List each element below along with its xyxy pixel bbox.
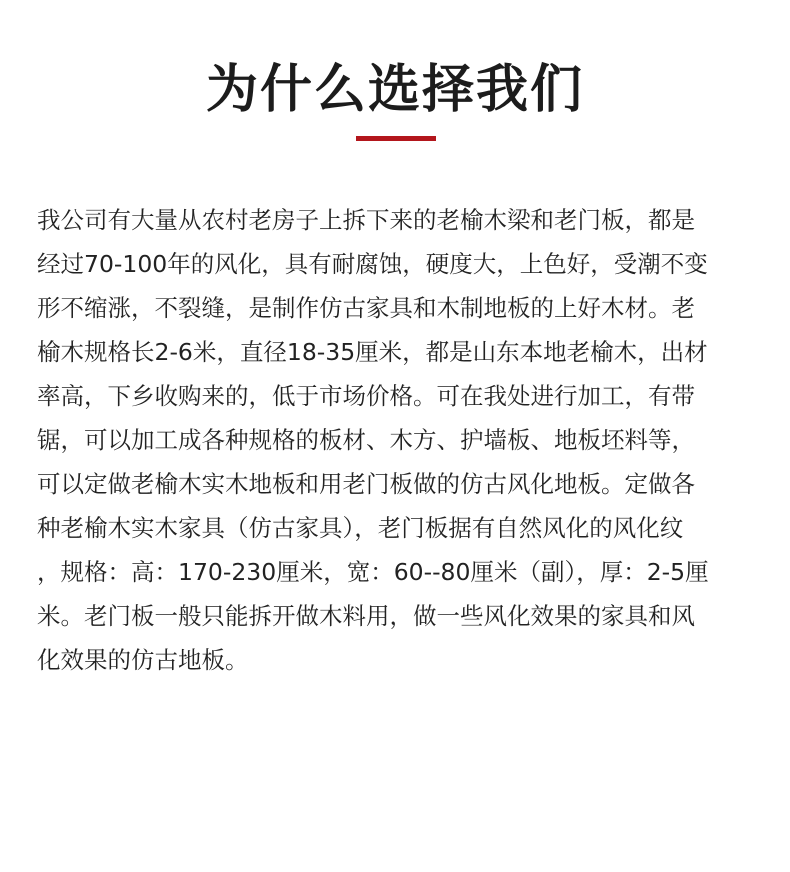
description-paragraph	[37, 198, 757, 682]
paragraph-line: 种老榆木实木家具（仿古家具），老门板据有自然风化的风化纹	[37, 514, 684, 542]
paragraph-line: 锯，可以加工成各种规格的板材、木方、护墙板、地板坯料等，	[37, 426, 695, 454]
paragraph-line: 米。老门板一般只能拆开做木料用，做一些风化效果的家具和风	[37, 602, 695, 630]
paragraph-line: 率高，下乡收购来的，低于市场价格。可在我处进行加工，有带	[37, 382, 695, 410]
paragraph-line: 可以定做老榆木实木地板和用老门板做的仿古风化地板。定做各	[37, 470, 695, 498]
paragraph-line: 形不缩涨，不裂缝，是制作仿古家具和木制地板的上好木材。老	[37, 294, 695, 322]
paragraph-line: 化效果的仿古地板。	[37, 646, 249, 674]
page-title: 为什么选择我们	[205, 59, 584, 120]
title-accent-divider	[356, 136, 436, 141]
paragraph-line: 我公司有大量从农村老房子上拆下来的老榆木梁和老门板，都是	[37, 206, 695, 234]
paragraph-line: ，规格：高：170-230厘米，宽：60--80厘米（副），厚：2-5厘	[37, 558, 709, 586]
paragraph-line: 经过70-100年的风化，具有耐腐蚀，硬度大，上色好，受潮不变	[37, 250, 708, 278]
paragraph-line: 榆木规格长2-6米，直径18-35厘米，都是山东本地老榆木，出材	[37, 338, 708, 366]
